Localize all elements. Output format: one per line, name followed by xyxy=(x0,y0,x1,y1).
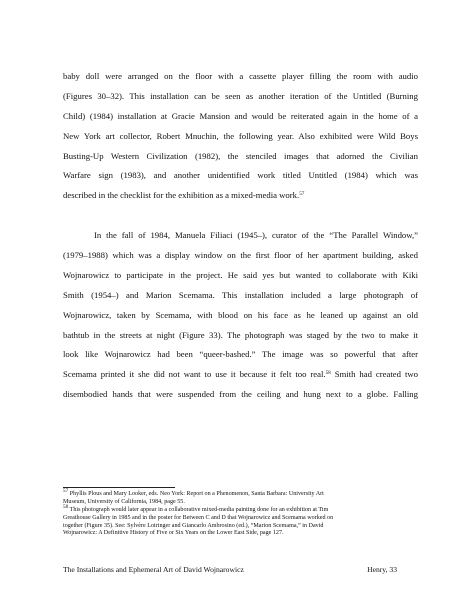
footnote-line xyxy=(63,488,403,499)
body-line-with-ref xyxy=(63,365,418,385)
footnote-57 xyxy=(63,488,403,507)
body-line: bathtub in the streets at night (Figure 33). The photograph was staged by the two to make it xyxy=(63,329,418,340)
body-line-indented: In the fall of 1984, Manuela Filiaci (1945–), curator of the “The Parallel Window,” xyxy=(94,230,418,241)
body-line: disembodied hands that were suspended from the ceiling and hung next to a globe. Falling xyxy=(63,389,418,400)
body-line: look like Wojnarowicz had been “queer-bashed.” The image was so powerful that after xyxy=(63,349,418,360)
body-text xyxy=(63,67,418,405)
footnote-text: This photograph would later appear in a collaborative mixed-media painting done for an exhibition at Tim xyxy=(68,506,329,513)
footnote-line: Museum, University of California, 1984, page 55. xyxy=(63,498,185,505)
body-line: Wojnarowicz to participate in the project. He said yes but wanted to collaborate with Kiki xyxy=(63,269,418,280)
paragraph-1 xyxy=(63,67,418,206)
footnote-line: Greathouse Gallery in 1985 and in the poster for Between C and D that Wojnarowicz and Scemama worked on xyxy=(63,514,334,521)
body-line: Busting-Up Western Civilization (1982), the stenciled images that adorned the Civilian xyxy=(63,150,418,161)
body-line: New York art collector, Robert Mnuchin, the following year. Also exhibited were Wild Boys xyxy=(63,130,418,141)
body-line: baby doll were arranged on the floor with a cassette player filling the room with audio xyxy=(63,71,418,81)
paragraph-gap xyxy=(63,206,418,226)
page-footer xyxy=(63,565,397,574)
footnote-number: 57 xyxy=(63,488,69,494)
footnote-line: Wojnarowicz: A Definitive History of Five or Six Years on the Lower East Side, page 127. xyxy=(63,530,284,537)
body-line: (1979–1988) which was a display window on the first floor of her apartment building, asked xyxy=(63,250,418,261)
footnote-ref-57[interactable]: 57 xyxy=(299,191,305,198)
body-line-text: described in the checklist for the exhibition as a mixed-media work. xyxy=(63,190,300,201)
footnote-text: Phyllis Plous and Mary Looker, eds. Neo York: Report on a Phenomenon, Santa Barbara: University Art xyxy=(68,491,324,498)
footnote-line xyxy=(63,503,403,515)
body-line-text: Scemama printed it she did not want to use it because it felt too real. xyxy=(63,369,326,380)
body-line: Child) (1984) installation at Gracie Mansion and would be reiterated again in the home of a xyxy=(63,110,418,121)
body-line-text: Smith had created two xyxy=(330,369,418,380)
body-line: (Figures 30–32). This installation can be seen as another iteration of the Untitled (Burning xyxy=(63,90,418,101)
body-line-last xyxy=(63,186,418,206)
body-line: Warfare sign (1983), and another unidentified work titled Untitled (1984) which was xyxy=(63,170,418,181)
footnote-58 xyxy=(63,503,403,538)
body-line: Wojnarowicz, taken by Scemama, with blood on his face as he leaned up against an old xyxy=(63,309,418,320)
footer-title: The Installations and Ephemeral Art of David Wojnarowicz xyxy=(63,565,244,574)
footnote-ref-58[interactable]: 58 xyxy=(325,370,331,377)
page-number: Henry, 33 xyxy=(367,565,397,574)
footnote-separator xyxy=(63,487,175,488)
footnotes xyxy=(63,488,403,538)
footnote-line: together (Figure 35). See: Sylvère Lotringer and Giancarlo Ambrosino (ed.), “Marion Scemama,” in David xyxy=(63,522,324,529)
body-line: Smith (1954–) and Marion Scemama. This installation included a large photograph of xyxy=(63,289,418,300)
paragraph-2 xyxy=(63,226,418,405)
footnote-number: 58 xyxy=(63,503,69,510)
